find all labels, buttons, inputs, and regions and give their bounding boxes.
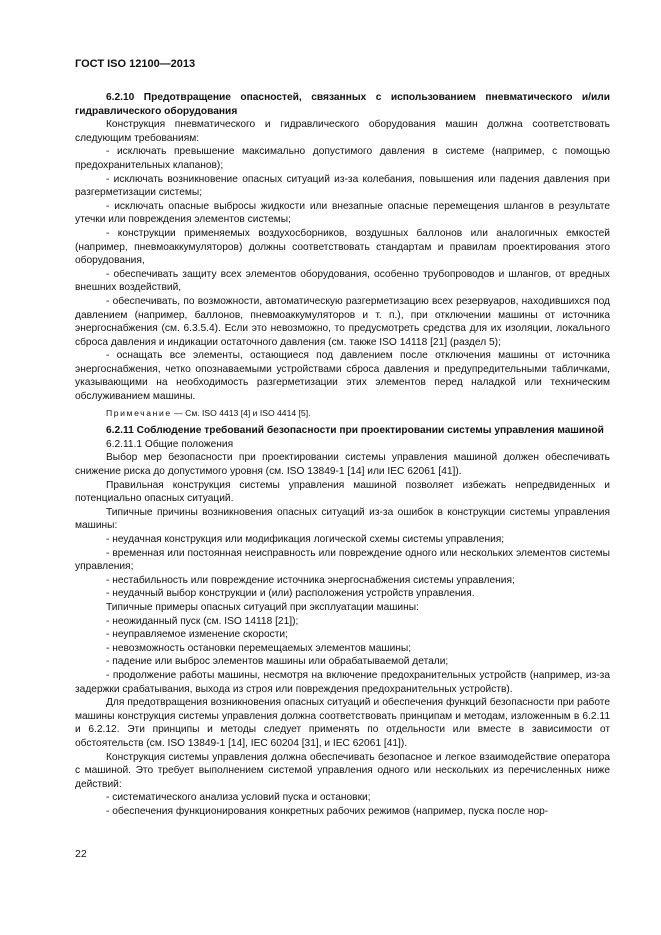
paragraph: 6.2.11.1 Общие положения <box>106 438 234 450</box>
paragraph: - исключать опасные выбросы жидкости или внезапные опасные перемещения шлангов в результате утечки или повреждения элементов системы; <box>75 200 610 226</box>
paragraph: - обеспечения функционирования конкретных рабочих режимов (например, пуска после нор- <box>106 805 549 817</box>
paragraph: Типичные причины возникновения опасных ситуаций из-за ошибок в конструкции системы управления машины: <box>75 506 610 532</box>
paragraph: - неудачный выбор конструкции и (или) расположения устройств управления. <box>106 588 475 600</box>
note-text: — См. ISO 4413 [4] и ISO 4414 [5]. <box>171 407 311 418</box>
note-label: Примечание <box>106 407 172 418</box>
paragraph: - конструкции применяемых воздухосборников, воздушных баллонов или аналогичных емкостей (например, пневмоаккумуляторов) должны соответствовать стандартам и правилам проектирования этого оборудования, <box>75 227 610 267</box>
note <box>75 407 610 421</box>
paragraph: - неожиданный пуск (см. ISO 14118 [21]); <box>106 615 299 627</box>
section-heading: 6.2.11 Соблюдение требований безопасности при проектировании системы управления машиной <box>106 425 604 437</box>
paragraph: - нестабильность или повреждение источника энергоснабжения системы управления; <box>106 574 515 586</box>
paragraph: - исключать превышение максимально допустимого давления в системе (например, с помощью предохранительных клапанов); <box>75 146 610 171</box>
paragraph: - неуправляемое изменение скорости; <box>106 629 288 641</box>
paragraph: Выбор мер безопасности при проектировании системы управления машиной должен обеспечивать снижение риска до допустимого уровня (см. ISO 13849-1 [14] или IEC 62061 [41]). <box>75 452 610 478</box>
paragraph: Для предотвращения возникновения опасных ситуаций и обеспечения функций безопасности при работе машины конструкция системы управления должна соответствовать принципам и методам, изложенным в 6.2.11 и 6.2.12. Эти принципы и методы следует применять по отдельности или вместе в зависимости от обстоятельств (см. ISO 13849-1 [14], IEC 60204 [31], и IEC 62061 [41]). <box>75 697 610 749</box>
paragraph: - продолжение работы машины, несмотря на включение предохранительных устройств (например, из-за задержки срабатывания, выхода из строя или повреждения предохранительных устройств). <box>75 669 610 695</box>
paragraph: - обеспечивать, по возможности, автоматическую разгерметизацию всех резервуаров, находившихся под давлением (например, баллонов, пневмоаккумуляторов и т. п.), при отключении машины от источника энергоснабжения (см. 6.3.5.4). Если это невозможно, то предусмотреть средства для их изоляции, локального сброса давления и индикации остаточного давления (см. также ISO 14118 [21] (раздел 5); <box>75 295 610 348</box>
paragraph: - оснащать все элементы, остающиеся под давлением после отключения машины от источника энергоснабжения, четко опознаваемыми устройствами сброса давления и предупредительными табличками, указывающими на необходимость разгерметизации этих элементов перед наладкой или техническим обслуживанием машины. <box>75 350 610 403</box>
page-number: 22 <box>75 848 87 860</box>
paragraph: - исключать возникновение опасных ситуаций из-за колебания, повышения или падения давления при разгерметизации системы; <box>75 173 610 199</box>
paragraph: - невозможность остановки перемещаемых элементов машины; <box>106 642 412 654</box>
paragraph: - падение или выброс элементов машины или обрабатываемой детали; <box>106 656 449 668</box>
document-body <box>75 91 610 818</box>
section-heading: 6.2.10 Предотвращение опасностей, связанных с использованием пневматического и/или гидравлического оборудования <box>75 92 610 117</box>
paragraph: Типичные примеры опасных ситуаций при эксплуатации машины: <box>106 601 419 613</box>
paragraph: Правильная конструкция системы управления машиной позволяет избежать непредвиденных и потенциально опасных ситуаций. <box>75 479 610 505</box>
paragraph: - обеспечивать защиту всех элементов оборудования, особенно трубопроводов и шлангов, от вредных внешних воздействий, <box>75 268 610 294</box>
paragraph: Конструкция системы управления должна обеспечивать безопасное и легкое взаимодействие оператора с машиной. Это требует выполнением системой управления одного или нескольких из перечисленных ниже действий: <box>75 751 610 790</box>
paragraph: Конструкция пневматического и гидравлического оборудования машин должна соответствовать следующим требованиям: <box>75 119 610 144</box>
paragraph: - систематического анализа условий пуска и остановки; <box>106 792 371 804</box>
paragraph: - временная или постоянная неисправность или повреждение одного или нескольких элементов системы управления; <box>75 547 610 573</box>
paragraph: - неудачная конструкция или модификация логической схемы системы управления; <box>106 534 505 545</box>
document-header: ГОСТ ISO 12100—2013 <box>75 58 196 70</box>
